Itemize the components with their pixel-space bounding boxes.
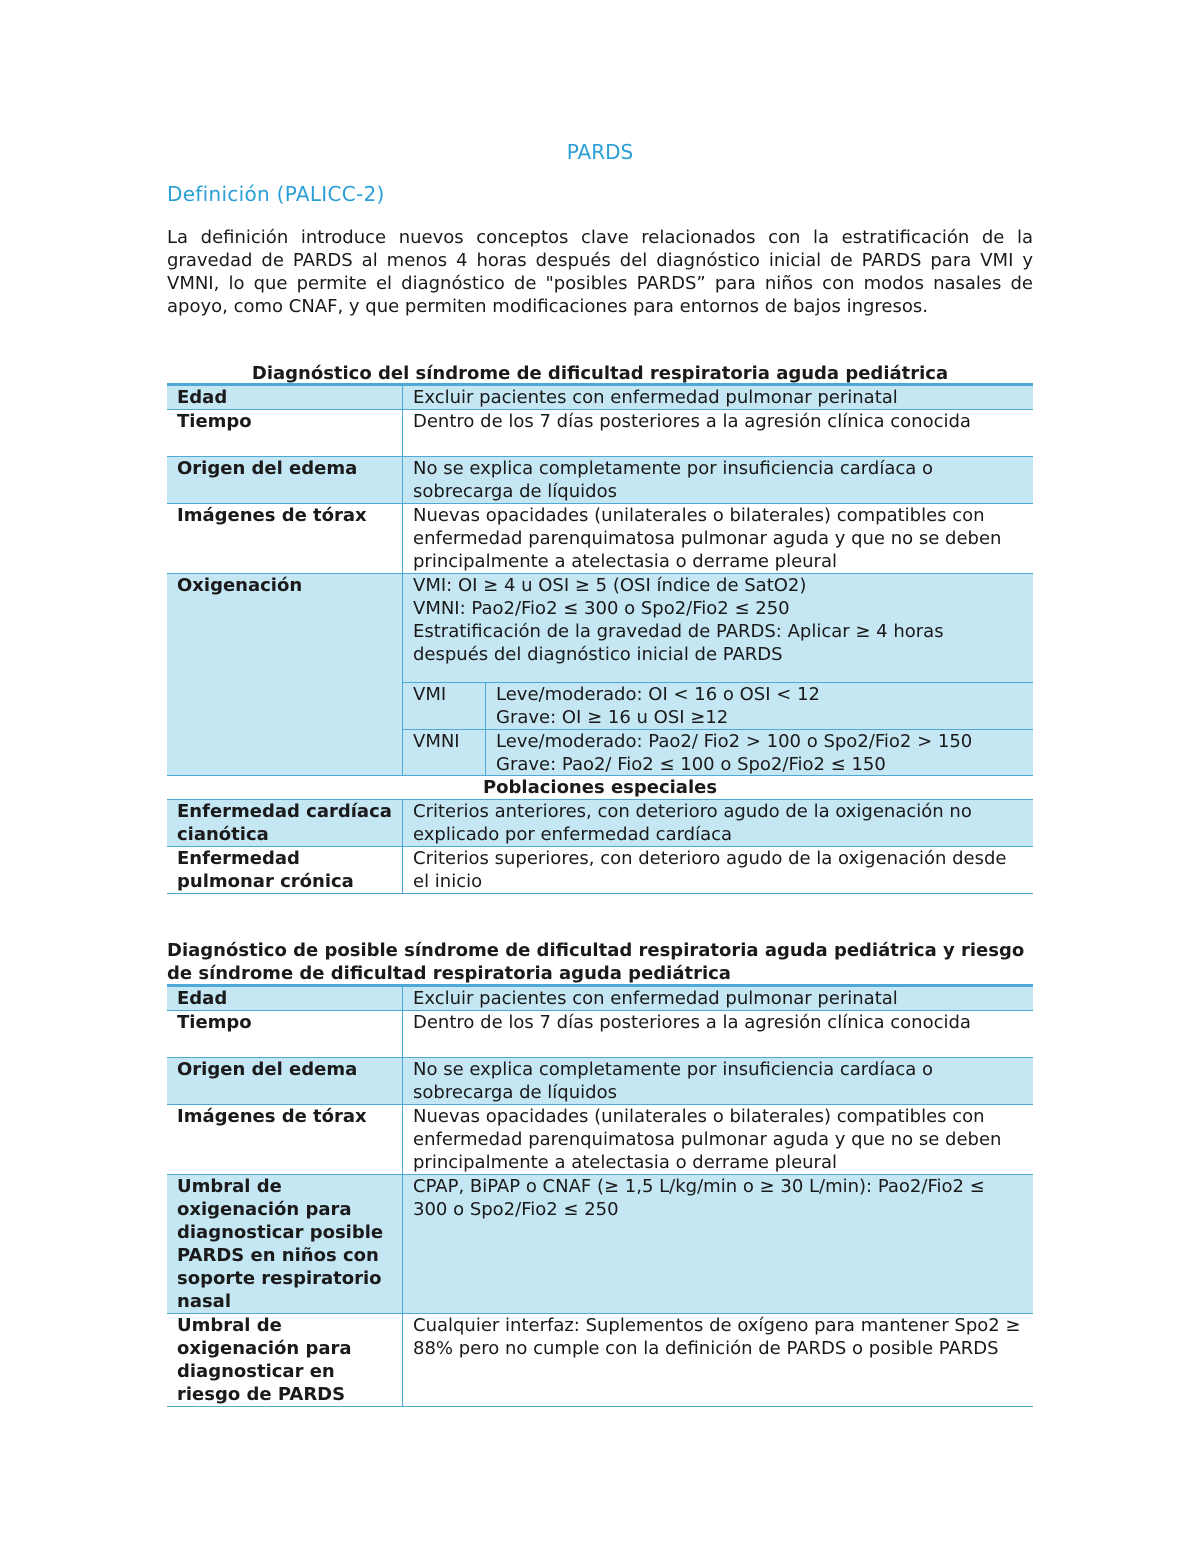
table-row bbox=[167, 800, 1033, 847]
table-row bbox=[167, 986, 1033, 1011]
oxygenation-criteria bbox=[413, 574, 1023, 666]
table2-caption: Diagnóstico de posible síndrome de dificultad respiratoria aguda pediátrica y riesgo de síndrome de dificultad respiratoria aguda pediátrica bbox=[167, 940, 1025, 984]
row-key: Umbral de oxigenación para diagnosticar en riesgo de PARDS bbox=[167, 1314, 403, 1407]
row-value: No se explica completamente por insuficiencia cardíaca o sobrecarga de líquidos bbox=[403, 1058, 1034, 1105]
oxygenation-line: VMI: OI ≥ 4 u OSI ≥ 5 (OSI índice de SatO2) bbox=[413, 575, 807, 596]
oxygenation-row bbox=[167, 574, 1033, 776]
table-row bbox=[167, 847, 1033, 894]
row-value: Dentro de los 7 días posteriores a la agresión clínica conocida bbox=[403, 1011, 1034, 1058]
table-row bbox=[167, 1175, 1033, 1314]
row-value: No se explica completamente por insuficiencia cardíaca o sobrecarga de líquidos bbox=[403, 457, 1034, 504]
definition-heading: Definición (PALICC-2) bbox=[167, 182, 385, 206]
row-key: Oxigenación bbox=[167, 574, 403, 776]
possible-pards-table bbox=[167, 984, 1033, 1407]
row-key: Imágenes de tórax bbox=[167, 1105, 403, 1175]
table-row bbox=[167, 1058, 1033, 1105]
row-key: Edad bbox=[167, 986, 403, 1011]
severity-row-vmni bbox=[403, 730, 1033, 777]
severity-table bbox=[403, 682, 1033, 776]
severity-row-vmi bbox=[403, 683, 1033, 730]
row-value: Criterios superiores, con deterioro agudo de la oxigenación desde el inicio bbox=[403, 847, 1034, 894]
row-value: Nuevas opacidades (unilaterales o bilaterales) compatibles con enfermedad parenquimatosa pulmonar aguda y que no se deben principalmente a atelectasia o derrame pleural bbox=[403, 504, 1034, 574]
row-value: Dentro de los 7 días posteriores a la agresión clínica conocida bbox=[403, 410, 1034, 457]
special-populations-heading-row bbox=[167, 776, 1033, 800]
row-value: Excluir pacientes con enfermedad pulmonar perinatal bbox=[403, 385, 1034, 410]
row-value: Cualquier interfaz: Suplementos de oxígeno para mantener Spo2 ≥ 88% pero no cumple con la definición de PARDS o posible PARDS bbox=[403, 1314, 1034, 1407]
pards-diagnosis-table bbox=[167, 383, 1033, 894]
row-value: Excluir pacientes con enfermedad pulmonar perinatal bbox=[403, 986, 1034, 1011]
severity-severe: Grave: OI ≥ 16 u OSI ≥12 bbox=[496, 707, 729, 728]
table-row bbox=[167, 1011, 1033, 1058]
table-row bbox=[167, 1314, 1033, 1407]
severity-severe: Grave: Pao2/ Fio2 ≤ 100 o Spo2/Fio2 ≤ 150 bbox=[496, 754, 886, 775]
table-row bbox=[167, 385, 1033, 410]
row-key: Origen del edema bbox=[167, 1058, 403, 1105]
table-row bbox=[167, 410, 1033, 457]
severity-mode: VMI bbox=[403, 683, 486, 730]
row-key: Tiempo bbox=[167, 410, 403, 457]
table1-caption: Diagnóstico del síndrome de dificultad respiratoria aguda pediátrica bbox=[251, 363, 949, 384]
special-populations-heading: Poblaciones especiales bbox=[167, 776, 1033, 800]
severity-mode: VMNI bbox=[403, 730, 486, 777]
row-key: Umbral de oxigenación para diagnosticar posible PARDS en niños con soporte respiratorio nasal bbox=[167, 1175, 403, 1314]
row-key: Origen del edema bbox=[167, 457, 403, 504]
severity-criteria bbox=[486, 683, 1034, 730]
intro-paragraph: La definición introduce nuevos conceptos clave relacionados con la estratificación de la gravedad de PARDS al menos 4 horas después del diagnóstico inicial de PARDS para VMI y VMNI, lo que permite el diagnóstico de "posibles PARDS” para niños con modos nasales de apoyo, como CNAF, y que permiten modificaciones para entornos de bajos ingresos. bbox=[167, 227, 1033, 317]
row-key: Imágenes de tórax bbox=[167, 504, 403, 574]
row-value: Criterios anteriores, con deterioro agudo de la oxigenación no explicado por enfermedad cardíaca bbox=[403, 800, 1034, 847]
severity-mild: Leve/moderado: OI < 16 o OSI < 12 bbox=[496, 684, 820, 705]
severity-mild: Leve/moderado: Pao2/ Fio2 > 100 o Spo2/Fio2 > 150 bbox=[496, 731, 973, 752]
row-key: Enfermedad cardíaca cianótica bbox=[167, 800, 403, 847]
oxygenation-cell bbox=[403, 574, 1034, 776]
oxygenation-line: VMNI: Pao2/Fio2 ≤ 300 o Spo2/Fio2 ≤ 250 bbox=[413, 598, 790, 619]
table-row bbox=[167, 504, 1033, 574]
page-title: PARDS bbox=[566, 140, 634, 164]
table-row bbox=[167, 457, 1033, 504]
severity-criteria bbox=[486, 730, 1034, 777]
table-row bbox=[167, 1105, 1033, 1175]
oxygenation-line: Estratificación de la gravedad de PARDS: Aplicar ≥ 4 horas después del diagnóstico inicial de PARDS bbox=[413, 621, 944, 665]
row-key: Enfermedad pulmonar crónica bbox=[167, 847, 403, 894]
row-value: Nuevas opacidades (unilaterales o bilaterales) compatibles con enfermedad parenquimatosa pulmonar aguda y que no se deben principalmente a atelectasia o derrame pleural bbox=[403, 1105, 1034, 1175]
row-key: Tiempo bbox=[167, 1011, 403, 1058]
row-key: Edad bbox=[167, 385, 403, 410]
row-value: CPAP, BiPAP o CNAF (≥ 1,5 L/kg/min o ≥ 30 L/min): Pao2/Fio2 ≤ 300 o Spo2/Fio2 ≤ 250 bbox=[403, 1175, 1034, 1314]
